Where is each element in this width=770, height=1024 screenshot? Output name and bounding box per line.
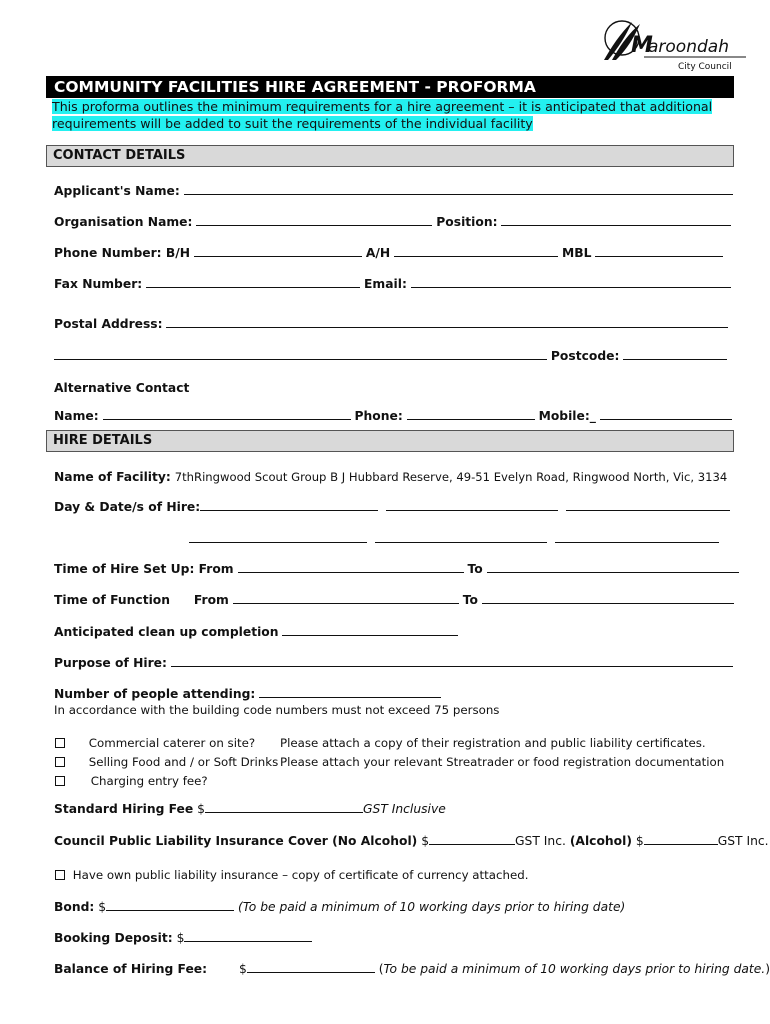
intro-text — [52, 98, 712, 132]
phone-ah-field[interactable] — [394, 246, 558, 257]
fax-email-row — [54, 277, 731, 291]
date-field-2[interactable] — [386, 500, 558, 511]
purpose-label: Purpose of Hire: — [54, 656, 167, 670]
alt-phone-label: Phone: — [354, 409, 403, 423]
bond-dollar: $ — [98, 900, 107, 914]
purpose-row — [54, 656, 733, 670]
applicant-name-row — [54, 184, 733, 198]
alt-mobile-field[interactable] — [600, 409, 732, 420]
email-label: Email: — [364, 277, 407, 291]
phone-row — [54, 246, 723, 260]
maroondah-logo-mark — [598, 12, 748, 74]
setup-row — [54, 562, 739, 576]
position-label: Position: — [436, 215, 498, 229]
bond-note: (To be paid a minimum of 10 working days prior to hiring date) — [237, 900, 626, 914]
insurance-label: Council Public Liability Insurance Cover (No Alcohol) — [54, 834, 418, 848]
setup-to-label: To — [467, 562, 483, 576]
own-insurance-checkbox[interactable] — [55, 870, 65, 880]
postcode-label: Postcode: — [550, 349, 620, 363]
function-to-field[interactable] — [482, 593, 734, 604]
balance-label: Balance of Hiring Fee: — [54, 962, 208, 976]
postal-address-field[interactable] — [166, 317, 728, 328]
standard-fee-dollar: $ — [197, 802, 205, 816]
standard-fee-row — [54, 802, 446, 816]
alt-name-label: Name: — [54, 409, 99, 423]
postcode-row — [54, 349, 727, 363]
maroondah-logo — [598, 12, 748, 74]
date-field-1[interactable] — [200, 500, 378, 511]
postal-row — [54, 317, 728, 331]
function-from-field[interactable] — [233, 593, 459, 604]
email-field[interactable] — [411, 277, 731, 288]
people-row — [54, 687, 441, 701]
selling-food-checkbox[interactable] — [55, 757, 65, 767]
standard-fee-field[interactable] — [205, 802, 363, 813]
dates-row — [54, 500, 730, 514]
gst-inclusive-text: GST Inclusive — [363, 802, 446, 816]
entry-fee-checkbox[interactable] — [55, 776, 65, 786]
balance-dollar: $ — [238, 962, 247, 976]
function-to-label: To — [462, 593, 478, 607]
contact-details-heading: CONTACT DETAILS — [46, 145, 734, 167]
function-label: Time of Function — [54, 593, 170, 607]
purpose-field[interactable] — [171, 656, 733, 667]
alternative-contact-label: Alternative Contact — [54, 381, 190, 395]
alt-mobile-label: Mobile:_ — [538, 409, 596, 423]
bond-field[interactable] — [106, 900, 234, 911]
phone-bh-label: Phone Number: B/H — [54, 246, 191, 260]
selling-food-note: Please attach your relevant Streatrader or food registration documentation — [280, 755, 725, 769]
date-field-6[interactable] — [555, 532, 719, 543]
cleanup-field[interactable] — [282, 625, 458, 636]
postcode-field[interactable] — [623, 349, 727, 360]
deposit-row — [54, 931, 312, 945]
alt-phone-field[interactable] — [407, 409, 535, 420]
dates-label: Day & Date/s of Hire: — [54, 500, 201, 514]
alcohol-field[interactable] — [644, 834, 718, 845]
alcohol-dollar: $ — [635, 834, 644, 848]
facility-value: 7thRingwood Scout Group B J Hubbard Reserve, 49-51 Evelyn Road, Ringwood North, Vic, 3134 — [174, 470, 728, 484]
bond-row — [54, 900, 625, 914]
logo-initial: M — [631, 33, 653, 58]
cleanup-row — [54, 625, 458, 639]
intro-line-2: requirements will be added to suit the requirements of the individual facility — [52, 116, 533, 131]
alcohol-gst-text: GST Inc. — [717, 834, 769, 848]
balance-row — [54, 962, 770, 976]
caterer-label: Commercial caterer on site? — [88, 736, 256, 750]
deposit-field[interactable] — [184, 931, 312, 942]
balance-field[interactable] — [247, 962, 375, 973]
insurance-gst-text: GST Inc. — [515, 834, 566, 848]
own-insurance-row — [55, 868, 528, 882]
organisation-row — [54, 215, 731, 229]
date-field-4[interactable] — [189, 532, 367, 543]
postal-address-label: Postal Address: — [54, 317, 163, 331]
own-insurance-label: Have own public liability insurance – copy of certificate of currency attached. — [72, 868, 529, 882]
postal-address-field-2[interactable] — [54, 349, 547, 360]
standard-fee-label: Standard Hiring Fee — [54, 802, 194, 816]
position-field[interactable] — [501, 215, 731, 226]
applicant-name-field[interactable] — [184, 184, 733, 195]
function-from-label: From — [193, 593, 229, 607]
logo-subtitle: City Council — [678, 62, 732, 72]
facility-row — [54, 470, 727, 484]
deposit-label: Booking Deposit: — [54, 931, 173, 945]
option-caterer — [55, 736, 255, 750]
insurance-dollar: $ — [421, 834, 430, 848]
bond-label: Bond: — [54, 900, 95, 914]
people-note: In accordance with the building code numbers must not exceed 75 persons — [54, 703, 500, 717]
entry-fee-label: Charging entry fee? — [90, 774, 208, 788]
phone-bh-field[interactable] — [194, 246, 362, 257]
cleanup-label: Anticipated clean up completion — [54, 625, 279, 639]
organisation-name-field[interactable] — [196, 215, 432, 226]
facility-label: Name of Facility: — [54, 470, 171, 484]
insurance-row — [54, 834, 769, 848]
mbl-field[interactable] — [595, 246, 723, 257]
mbl-label: MBL — [562, 246, 592, 260]
alt-contact-row — [54, 409, 732, 423]
fax-field[interactable] — [146, 277, 360, 288]
setup-label: Time of Hire Set Up: From — [54, 562, 234, 576]
date-field-5[interactable] — [375, 532, 547, 543]
setup-to-field[interactable] — [487, 562, 739, 573]
function-row — [54, 593, 734, 607]
people-label: Number of people attending: — [54, 687, 256, 701]
insurance-field[interactable] — [429, 834, 515, 845]
balance-note-open: ( — [378, 962, 384, 976]
caterer-checkbox[interactable] — [55, 738, 65, 748]
document-title: COMMUNITY FACILITIES HIRE AGREEMENT - PROFORMA — [46, 76, 734, 98]
organisation-name-label: Organisation Name: — [54, 215, 193, 229]
fax-label: Fax Number: — [54, 277, 143, 291]
people-field[interactable] — [259, 687, 441, 698]
intro-line-1: This proforma outlines the minimum requirements for a hire agreement – it is anticipated that additional — [52, 99, 713, 114]
deposit-dollar: $ — [176, 931, 185, 945]
balance-note-close: ) — [765, 962, 770, 976]
selling-food-label: Selling Food and / or Soft Drinks — [88, 755, 279, 769]
dates-row-2 — [189, 532, 719, 546]
option-entry-fee — [55, 774, 208, 788]
balance-note: To be paid a minimum of 10 working days prior to hiring date. — [383, 962, 766, 976]
hire-details-heading: HIRE DETAILS — [46, 430, 734, 452]
logo-name: aroondah — [648, 37, 729, 57]
alt-name-field[interactable] — [103, 409, 351, 420]
option-selling-food — [55, 755, 278, 769]
applicant-name-label: Applicant's Name: — [54, 184, 180, 198]
setup-from-field[interactable] — [238, 562, 464, 573]
caterer-note: Please attach a copy of their registration and public liability certificates. — [280, 736, 706, 750]
alcohol-label: (Alcohol) — [569, 834, 632, 848]
date-field-3[interactable] — [566, 500, 730, 511]
phone-ah-label: A/H — [365, 246, 391, 260]
